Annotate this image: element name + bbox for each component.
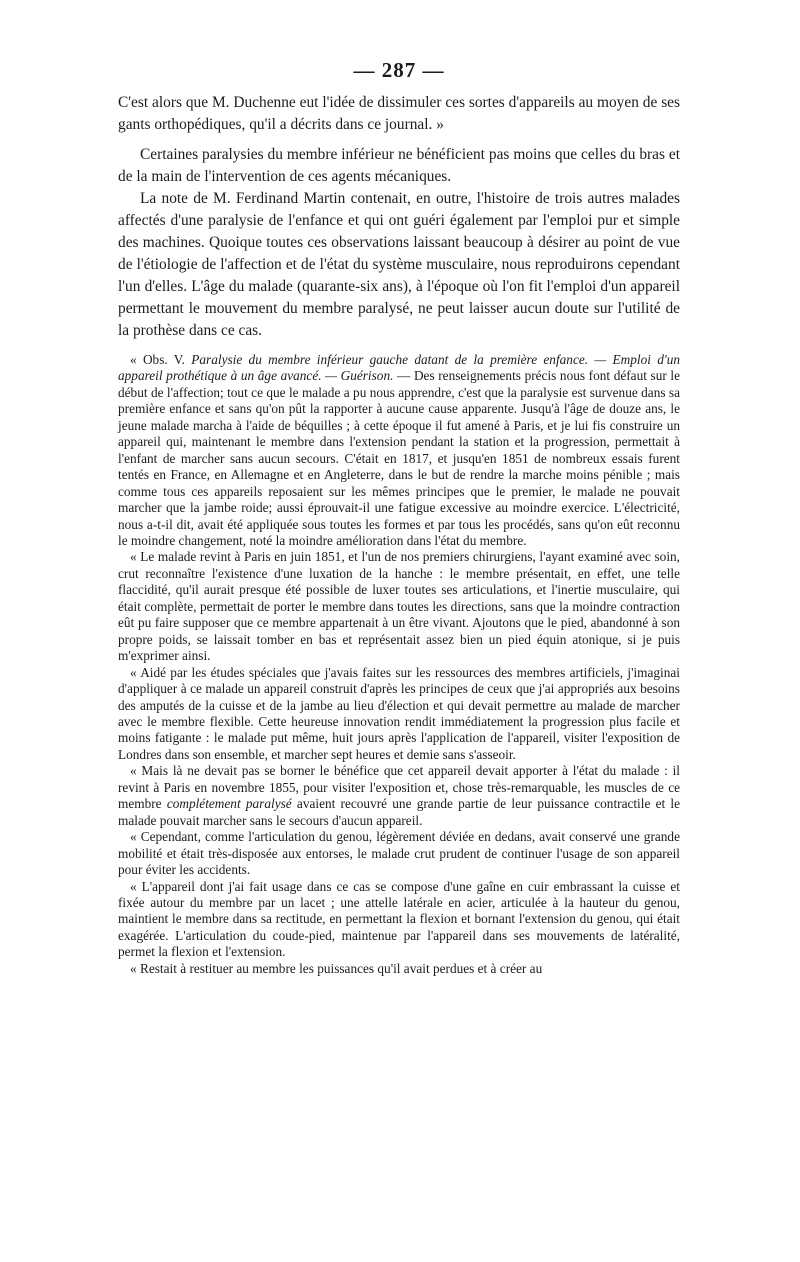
observation-prefix: « Obs. V. (130, 352, 192, 367)
quote-paragraph-3-after: avaient recouvré une grande partie de leur puissance contractile et le malade pouvait marcher sans le secours d'aucun appareil. (118, 796, 681, 828)
quote-paragraph-5: « L'appareil dont j'ai fait usage dans ce cas se compose d'une gaîne en cuir embrassant la cuisse et fixée autour du membre par un lacet ; une attelle latérale en acier, articulée à la hauteur du genou, maintient le membre dans sa rectitude, en permettant la flexion et bornant l'extension du genou, qui était exagérée. L'articulation du coude-pied, maintenue par l'appareil dans ses mouvements de latéralité, permet la flexion et l'extension. (118, 878, 680, 960)
observation-dash: — (393, 368, 414, 384)
quote-paragraph-4: « Cependant, comme l'articulation du genou, légèrement déviée en dedans, avait conservé une grande mobilité et était très-disposée aux entorses, le malade crut prudent de continuer l'usage de son appareil pour éviter les accidents. (118, 829, 680, 878)
quote-paragraph-3-italic: complétement paralysé (166, 796, 292, 812)
quote-paragraph-3 (118, 763, 680, 829)
page-number: — 287 — (353, 58, 445, 82)
observation-title: Paralysie du membre inférieur gauche datant de la première enfance. — Emploi d'un appareil prothétique à un âge avancé. — Guérison. (118, 352, 681, 384)
observation-text: Des renseignements précis nous font défaut sur le début de l'affection; tout ce que le malade a pu nous apprendre, c'est que la paralysie est survenue dans sa première enfance et sans qu'on pût la rapporter à aucune cause apparente. Jusqu'à l'âge de douze ans, le jeune malade marcha à l'aide de béquilles ; à cette époque il fut amené à Paris, et je lui fis construire un appareil qui, maintenant le membre dans l'extension pendant la station et la progression, permettait à l'enfant de marcher sans aucun secours. C'était en 1817, et jusqu'en 1851 de nombreux essais furent tentés en France, en Allemagne et en Angleterre, dans le but de rendre la marche moins pénible ; mais comme tous ces appareils reposaient sur les mêmes principes que le premier, le malade ne pouvait marcher que la jambe roide; aussi éprouvait-il une fatigue excessive au moindre exercice. L'électricité, nous a-t-il dit, avait été appliquée sous toutes les formes et par tous les procédés, sans qu'on eût reconnu le moindre changement, noté la moindre amélioration dans l'état du membre. (118, 368, 680, 548)
quote-paragraph-6: « Restait à restituer au membre les puissances qu'il avait perdues et à créer au (130, 960, 543, 976)
document-page (118, 58, 680, 977)
quote-paragraph-3-before: « Mais là ne devait pas se borner le bénéfice que cet appareil devait apporter à l'état du malade : il revint à Paris en novembre 1855, pour visiter l'exposition et, chose très-remarquable, les muscles de ce membre (118, 763, 680, 812)
observation-paragraph (118, 352, 680, 549)
paragraph-3: La note de M. Ferdinand Martin contenait, en outre, l'histoire de trois autres malades affectés d'une paralysie de l'enfance et qui ont guéri également par l'emploi pur et simple des machines. Quoique toutes ces observations laissant beaucoup à désirer au point de vue de l'étiologie de l'affection et de l'état du système musculaire, nous reproduirons cependant l'un d'elles. L'âge du malade (quarante-six ans), à l'époque où l'on fit l'emploi d'un appareil permettant le mouvement du membre paralysé, ne peut laisser aucun doute sur l'utilité de la prothèse dans ce cas. (118, 190, 680, 339)
quote-paragraph-1: « Le malade revint à Paris en juin 1851, et l'un de nos premiers chirurgiens, l'ayant examiné avec soin, crut reconnaître l'existence d'une luxation de la hanche : le membre présentait, en effet, une telle flaccidité, qu'il aurait presque été possible de luxer toutes ses articulations, et l'inertie musculaire, qui était complète, permettait de porter le membre dans toutes les directions, sans que la moindre contraction eût pu faire supposer que ce membre appartenait à un être vivant. Ajoutons que le pied, abandonné à son propre poids, se laissait tomber en bas et représentait assez bien un pied équin atonique, si je puis m'exprimer ainsi. (118, 549, 680, 664)
quote-paragraph-2: « Aidé par les études spéciales que j'avais faites sur les ressources des membres artificiels, j'imaginai d'appliquer à ce malade un appareil construit d'après les principes de ceux que j'ai appropriés aux besoins des amputés de la cuisse et de la jambe au lieu d'élection et qui devait permettre au malade de marcher avec le membre flexible. Cette heureuse innovation rendit immédiatement la progression plus facile et moins fatigante : le malade put même, huit jours après l'application de l'appareil, visiter l'exposition de Londres dans son ensemble, et marcher sept heures et demie sans s'asseoir. (118, 664, 680, 762)
paragraph-2: Certaines paralysies du membre inférieur ne bénéficient pas moins que celles du bras et de la main de l'intervention de ces agents mécaniques. (118, 146, 680, 185)
paragraph-1: C'est alors que M. Duchenne eut l'idée de dissimuler ces sortes d'appareils au moyen de ses gants orthopédiques, qu'il a décrits dans ce journal. » (118, 94, 680, 133)
